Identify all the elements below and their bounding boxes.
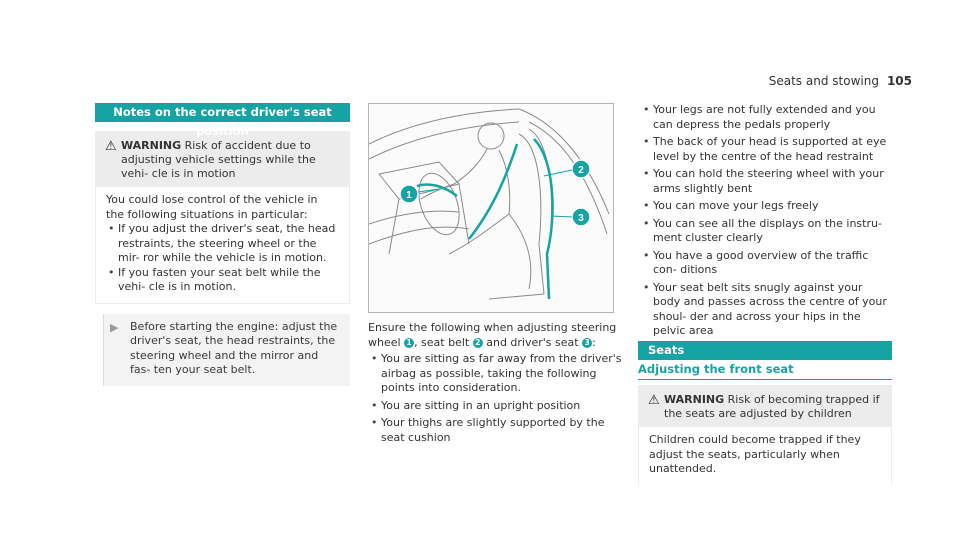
list-item: • You can hold the steering wheel with your arms slightly bent	[640, 167, 892, 196]
warning-header	[638, 385, 892, 427]
callout-badge: 3	[582, 338, 592, 348]
warning-body	[95, 187, 350, 304]
callout-2-icon	[572, 160, 590, 178]
list-item: • If you fasten your seat belt while the vehi- cle is in motion.	[106, 266, 339, 295]
intro-text: Ensure the following when adjusting steering wheel 1 , seat belt 2 and driver's seat 3 :	[368, 321, 617, 349]
warning-icon: ⚠	[648, 393, 660, 408]
warning-headline: Risk of accident due to adjusting vehicle settings while the vehi- cle is in motion	[121, 139, 316, 180]
callout-badge: 1	[404, 338, 414, 348]
callout-1-icon	[400, 185, 418, 203]
callout-1: 1	[406, 190, 412, 201]
note-text: Before starting the engine: adjust the driver's seat, the head restraints, the steering wheel and the mirror and fas- ten your seat belt.	[130, 319, 338, 376]
warning-icon: ⚠	[105, 139, 117, 154]
list-item: • You are sitting in an upright position	[368, 399, 626, 414]
callout-3-icon	[572, 208, 590, 226]
subsection-title: Adjusting the front seat	[638, 362, 892, 380]
seats-section-title: Seats	[638, 341, 892, 360]
warning-header	[95, 131, 350, 187]
list-item: • If you adjust the driver's seat, the head restraints, the steering wheel or the mir- ror while the vehicle is in motion.	[106, 222, 339, 266]
list-item: • You can see all the displays on the instru- ment cluster clearly	[640, 217, 892, 246]
list-item: • Your seat belt sits snugly against your body and passes across the centre of your shoul- der and across your hips in the pelvic area	[640, 281, 892, 339]
seat-diagram	[369, 104, 613, 312]
warning-body: Children could become trapped if they adjust the seats, particularly when unattended.	[638, 427, 892, 485]
list-item: • Your legs are not fully extended and you can depress the pedals properly	[640, 103, 892, 132]
adjustment-checklist	[368, 321, 626, 445]
list-item: • You have a good overview of the traffic con- ditions	[640, 249, 892, 278]
list-item: • Your thighs are slightly supported by the seat cushion	[368, 416, 626, 445]
warning-trapped	[638, 385, 892, 485]
page-header	[769, 74, 912, 88]
section-name: Seats and stowing	[768, 74, 879, 88]
checklist-continued	[640, 103, 892, 339]
section-title: Notes on the correct driver's seat position	[95, 103, 350, 122]
callout-3: 3	[578, 213, 584, 224]
callout-badge: 2	[473, 338, 483, 348]
driver-seat-illustration	[368, 103, 614, 313]
warning-label: WARNING	[664, 393, 725, 406]
warning-intro: You could lose control of the vehicle in the following situations in particular:	[106, 193, 318, 221]
note-box	[95, 314, 350, 386]
warning-label: WARNING	[121, 139, 182, 152]
list-item: • The back of your head is supported at eye level by the centre of the head restraint	[640, 135, 892, 164]
page-number: 105	[886, 74, 912, 88]
callout-2: 2	[578, 165, 584, 176]
arrow-right-icon: ▶	[110, 320, 119, 334]
seat-position-notes	[95, 103, 350, 386]
warning-headline: Risk of becoming trapped if the seats are adjusted by children	[664, 393, 880, 420]
list-item: • You can move your legs freely	[640, 199, 892, 214]
list-item: • You are sitting as far away from the driver's airbag as possible, taking the following points into consideration.	[368, 352, 626, 396]
